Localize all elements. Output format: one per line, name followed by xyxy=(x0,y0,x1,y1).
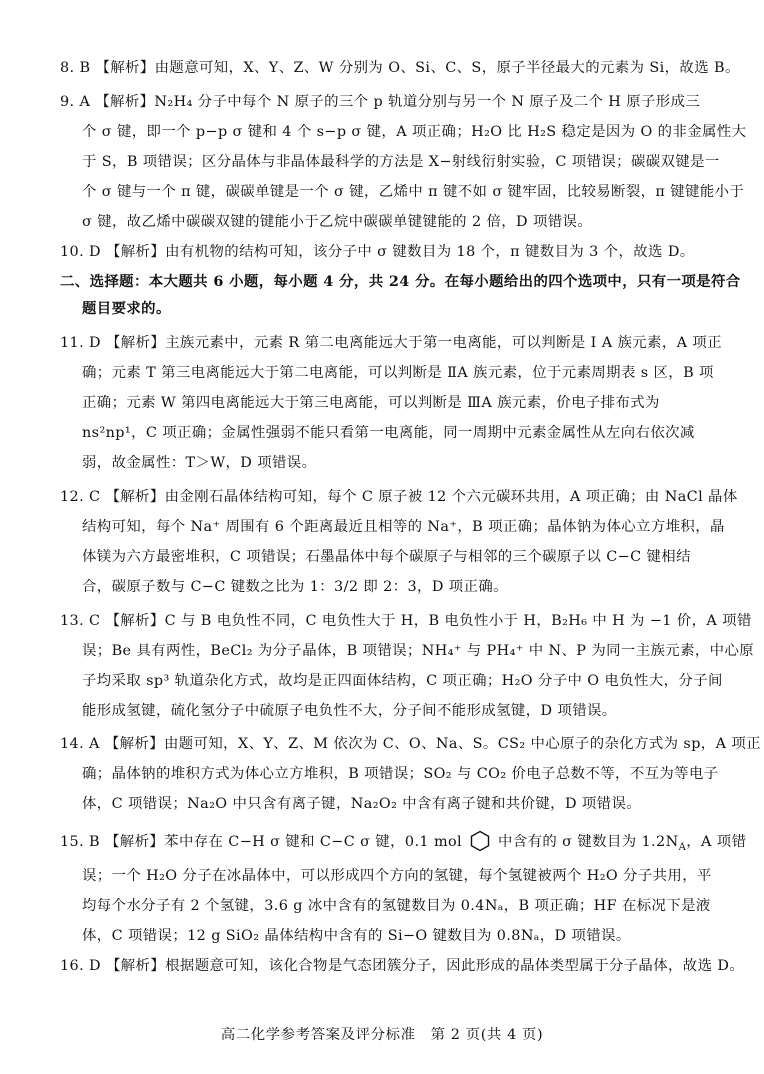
answer-q8: 8. B 【解析】由题意可知，X、Y、Z、W 分别为 O、Si、C、S，原子半径最大的元素为 Si，故选 B。 xyxy=(60,60,740,76)
answer-q14-line3: 体，C 项错误；Na₂O 中只含有离子键，Na₂O₂ 中含有离子键和共价键，D 项错误。 xyxy=(82,796,642,812)
answer-q12-line4: 合，碳原子数与 C−C 键数之比为 1：3/2 即 2：3，D 项正确。 xyxy=(82,579,508,595)
answer-q16: 16. D 【解析】根据题意可知，该化合物是气态团簇分子，因此形成的晶体类型属于分子晶体，故选 D。 xyxy=(60,958,745,974)
answer-q15-pre: 15. B 【解析】苯中存在 C−H σ 键和 C−C σ 键，0.1 mol xyxy=(60,834,463,850)
answer-q11-line4: ns²np¹，C 项正确；金属性强弱不能只看第一电离能，同一周期中元素金属性从左向右依次减 xyxy=(82,425,695,441)
answer-q11-line1: 11. D 【解析】主族元素中，元素 R 第二电离能远大于第一电离能，可以判断是 Ⅰ A 族元素，A 项正 xyxy=(60,335,722,351)
answer-q9-line3: 于 S，B 项错误；区分晶体与非晶体最科学的方法是 X−射线衍射实验，C 项错误；碳碳双键是一 xyxy=(82,154,720,170)
answer-q15-line4: 体，C 项错误；12 g SiO₂ 晶体结构中含有的 Si−O 键数目为 0.8Nₐ，D 项错误。 xyxy=(82,928,631,944)
answer-q13-line4: 能形成氢键，硫化氢分子中硫原子电负性不大，分子间不能形成氢键，D 项错误。 xyxy=(82,703,617,719)
answer-q15-sub: A xyxy=(678,841,687,853)
answer-q14-line1: 14. A 【解析】由题可知，X、Y、Z、M 依次为 C、O、Na、S。CS₂ 中心原子的杂化方式为 sp，A 项正 xyxy=(60,736,761,752)
benzene-ring-icon xyxy=(469,830,491,852)
answer-q15-line2: 误；一个 H₂O 分子在冰晶体中，可以形成四个方向的氢键，每个氢键被两个 H₂O 分子共用，平 xyxy=(82,868,712,884)
section-heading-line1: 二、选择题：本大题共 6 小题，每小题 4 分，共 24 分。在每小题给出的四个选项中，只有一项是符合 xyxy=(60,273,741,290)
answer-q13-line1: 13. C 【解析】C 与 B 电负性不同，C 电负性大于 H，B 电负性小于 H，B₂H₆ 中 H 为 −1 价，A 项错 xyxy=(60,613,752,629)
answer-q15-end: ，A 项错 xyxy=(686,834,747,850)
page-footer: 高二化学参考答案及评分标准 第 2 页(共 4 页) xyxy=(220,1027,544,1043)
answer-q12-line3: 体镁为六方最密堆积，C 项错误；石墨晶体中每个碳原子与相邻的三个碳原子以 C−C 键相结 xyxy=(82,549,691,565)
answer-q13-line2: 误；Be 具有两性，BeCl₂ 为分子晶体，B 项错误；NH₄⁺ 与 PH₄⁺ 中 N、P 为同一主族元素，中心原 xyxy=(82,643,755,659)
answer-q14-line2: 确；晶体钠的堆积方式为体心立方堆积，B 项错误；SO₂ 与 CO₂ 价电子总数不等，不互为等电子 xyxy=(82,766,719,782)
answer-q11-line2: 确；元素 T 第三电离能远大于第二电离能，可以判断是 ⅡA 族元素，位于元素周期表 s 区，B 项 xyxy=(82,365,714,381)
answer-q11-line3: 正确；元素 W 第四电离能远大于第三电离能，可以判断是 ⅢA 族元素，价电子排布式为 xyxy=(82,395,660,411)
answer-q9-line5: σ 键，故乙烯中碳碳双键的键能小于乙烷中碳碳单键键能的 2 倍，D 项错误。 xyxy=(82,214,593,230)
answer-q9-line1: 9. A 【解析】N₂H₄ 分子中每个 N 原子的三个 p 轨道分别与另一个 N 原子及二个 H 原子形成三 xyxy=(60,94,701,110)
answer-q11-line5: 弱，故金属性：T＞W，D 项错误。 xyxy=(82,455,317,471)
answer-q9-line4: 个 σ 键与一个 π 键，碳碳单键是一个 σ 键，乙烯中 π 键不如 σ 键牢固，比较易断裂，π 键键能小于 xyxy=(82,184,745,200)
answer-q15-post: 中含有的 σ 键数目为 1.2N xyxy=(498,834,679,850)
answer-q15-line1 xyxy=(60,830,747,858)
answer-q10: 10. D 【解析】由有机物的结构可知，该分子中 σ 键数目为 18 个，π 键数目为 3 个，故选 D。 xyxy=(60,244,695,260)
answer-q13-line3: 子均采取 sp³ 轨道杂化方式，故均是正四面体结构，C 项正确；H₂O 分子中 O 电负性大，分子间 xyxy=(82,673,723,689)
answer-q12-line1: 12. C 【解析】由金刚石晶体结构可知，每个 C 原子被 12 个六元碳环共用，A 项正确；由 NaCl 晶体 xyxy=(60,489,738,505)
answer-q15-line3: 均每个水分子有 2 个氢键，3.6 g 冰中含有的氢键数目为 0.4Nₐ，B 项正确；HF 在标况下是液 xyxy=(82,898,711,914)
section-heading-line2: 题目要求的。 xyxy=(82,300,171,317)
answer-q9-line2: 个 σ 键，即一个 p−p σ 键和 4 个 s−p σ 键，A 项正确；H₂O 比 H₂S 稳定是因为 O 的非金属性大 xyxy=(82,124,747,140)
answer-q12-line2: 结构可知，每个 Na⁺ 周围有 6 个距离最近且相等的 Na⁺，B 项正确；晶体钠为体心立方堆积，晶 xyxy=(82,519,725,535)
